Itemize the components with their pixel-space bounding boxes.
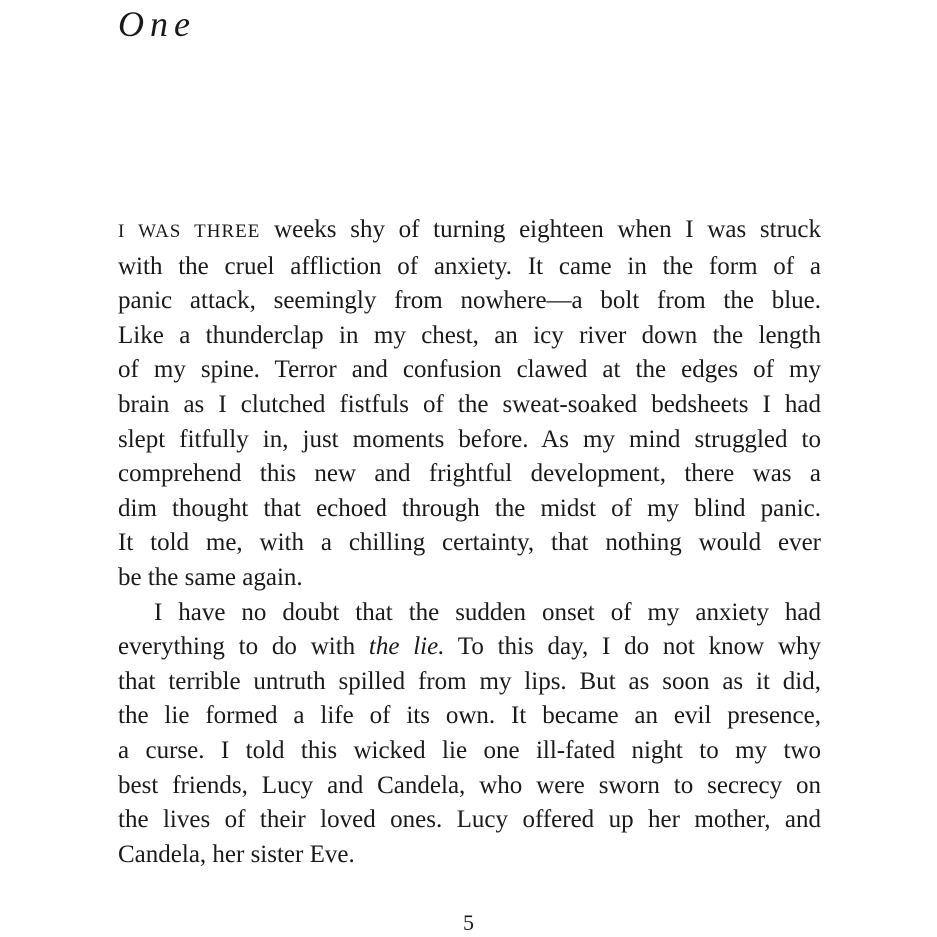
text-line: I have no doubt that the sudden onset of my anxiety had — [154, 598, 821, 626]
line-text: everything to do with — [118, 633, 369, 661]
paragraph-2 — [118, 596, 821, 873]
italic-phrase: the lie. — [368, 633, 445, 661]
text-line: It told me, with a chilling certainty, that nothing would ever — [118, 529, 821, 557]
text-line: the lie formed a life of its own. It became an evil presence, — [118, 702, 821, 730]
line-text: weeks shy of turning eighteen when I was struck — [260, 216, 821, 243]
text-line: Like a thunderclap in my chest, an icy river down the length — [118, 321, 821, 349]
paragraph-1 — [118, 213, 821, 596]
line-text: To this day, I do not know why — [444, 633, 822, 661]
chapter-body — [118, 213, 821, 872]
text-line: the lives of their loved ones. Lucy offered up her mother, and — [118, 806, 821, 834]
chapter-title: One — [118, 4, 196, 44]
text-line: Candela, her sister Eve. — [118, 840, 355, 868]
text-line — [118, 213, 821, 250]
text-line — [118, 630, 821, 665]
text-line: of my spine. Terror and confusion clawed at the edges of my — [118, 356, 821, 384]
small-caps-opening: I WAS THREE — [118, 221, 261, 242]
text-line: slept fitfully in, just moments before. As my mind struggled to — [118, 425, 821, 453]
text-line: comprehend this new and frightful development, there was a — [118, 460, 821, 488]
text-line: brain as I clutched fistfuls of the sweat-soaked bedsheets I had — [118, 390, 821, 418]
text-line: with the cruel affliction of anxiety. It came in the form of a — [118, 252, 821, 280]
page-number: 5 — [463, 910, 474, 935]
text-line: panic attack, seemingly from nowhere—a bolt from the blue. — [118, 287, 821, 315]
text-line: dim thought that echoed through the midst of my blind panic. — [118, 494, 821, 522]
text-line: best friends, Lucy and Candela, who were sworn to secrecy on — [118, 771, 821, 799]
text-line: be the same again. — [118, 563, 303, 591]
text-line: that terrible untruth spilled from my lips. But as soon as it did, — [118, 667, 821, 695]
text-line: a curse. I told this wicked lie one ill-fated night to my two — [118, 736, 821, 764]
